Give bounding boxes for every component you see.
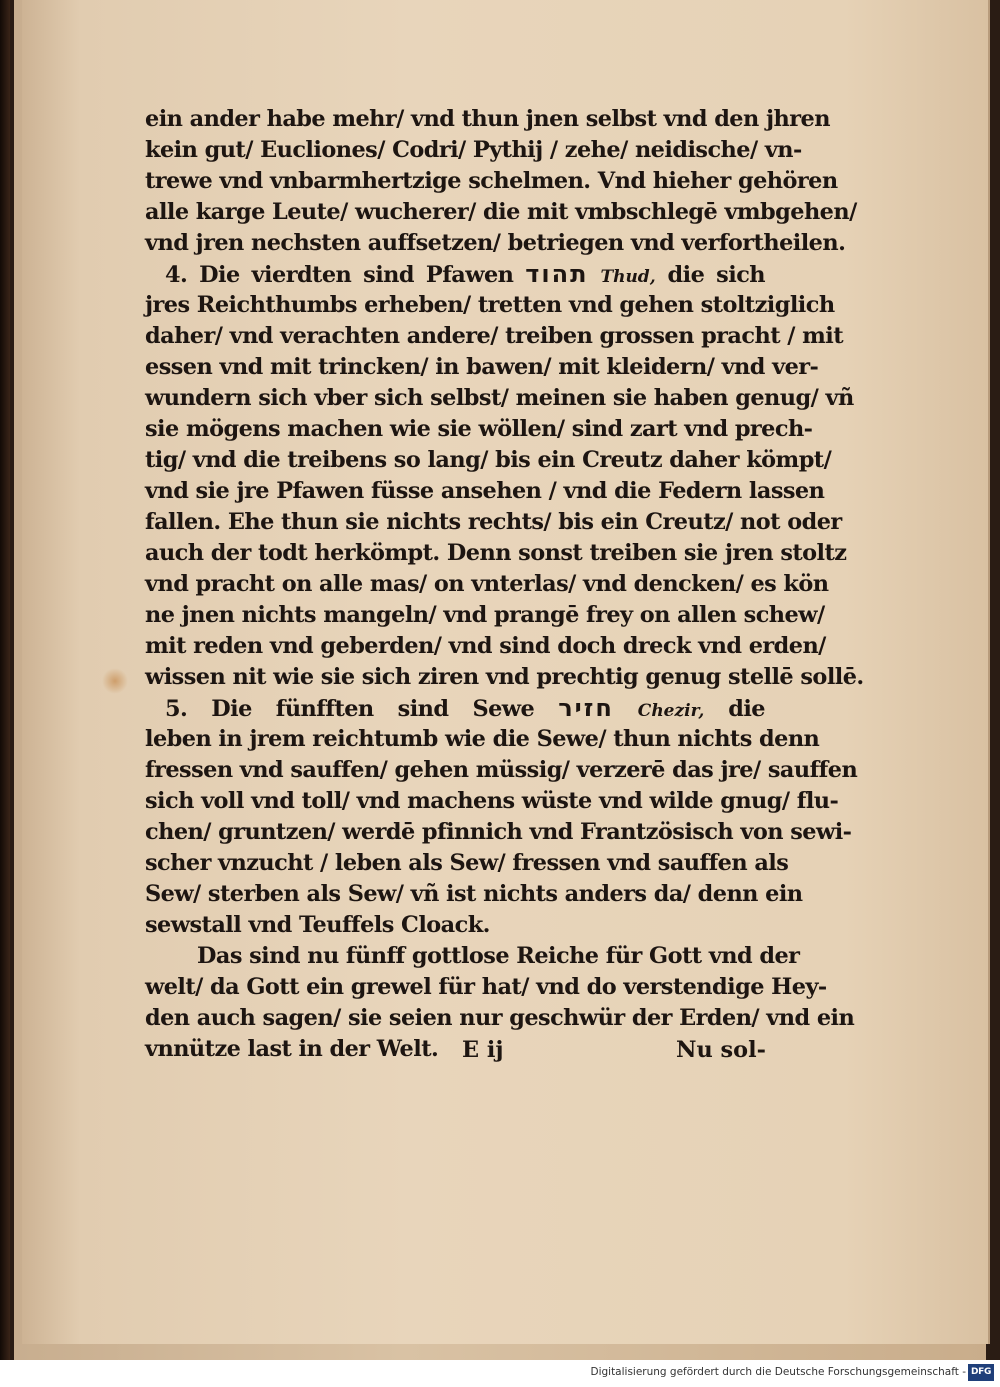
text-line: mit reden vnd geberden/ vnd sind doch dreck vnd erden/ <box>145 633 826 659</box>
text-line: auch der todt herkömpt. Denn sonst treiben sie jren stoltz <box>145 540 847 566</box>
footer-bar <box>0 1360 1000 1387</box>
text-line: fressen vnd sauffen/ gehen müssig/ verzerē das jre/ sauffen <box>145 757 858 783</box>
text-line: alle karge Leute/ wucherer/ die mit vmbschlegē vmbgehen/ <box>145 199 857 225</box>
text-line: welt/ da Gott ein grewel für hat/ vnd do verstendige Hey- <box>145 974 827 1000</box>
dfg-logo-icon: DFG <box>968 1364 994 1381</box>
text-line: wissen nit wie sie sich ziren vnd prechtig genug stellē sollē. <box>145 664 864 690</box>
text-line: sich voll vnd toll/ vnd machens wüste vnd wilde gnug/ flu- <box>145 788 839 814</box>
transliteration-thud: Thud, <box>600 267 656 287</box>
paper-leaf <box>22 0 990 1344</box>
hebrew-word-thud: תהוד <box>525 260 589 288</box>
point-4-tail: die sich <box>667 262 766 288</box>
point-5-lead: 5. Die fünfften sind Sewe <box>165 696 535 722</box>
text-line: sie mögens machen wie sie wöllen/ sind zart vnd prech- <box>145 416 813 442</box>
text-line: ein ander habe mehr/ vnd thun jnen selbst vnd den jhren <box>145 106 830 132</box>
book-board-edge <box>0 0 10 1360</box>
text-line: scher vnzucht / leben als Sew/ fressen vnd sauffen als <box>145 850 789 876</box>
text-line: vnd sie jre Pfawen füsse ansehen / vnd die Federn lassen <box>145 478 825 504</box>
catchword: Nu sol- <box>676 1037 766 1063</box>
signature-mark: E ij <box>462 1037 504 1063</box>
point-5-tail: die <box>728 696 766 722</box>
text-line: vnd pracht on alle mas/ on vnterlas/ vnd dencken/ es kön <box>145 571 829 597</box>
text-line: trewe vnd vnbarmhertzige schelmen. Vnd hieher gehören <box>145 168 838 194</box>
body-text <box>145 104 864 1065</box>
text-line: sewstall vnd Teuffels Cloack. <box>145 912 490 938</box>
text-line: tig/ vnd die treibens so lang/ bis ein Creutz daher kömpt/ <box>145 447 832 473</box>
text-line: vnd jren nechsten auffsetzen/ betriegen vnd verfortheilen. <box>145 230 846 256</box>
text-line-point-5 <box>145 693 765 724</box>
hebrew-word-chezir: חזיר <box>558 694 614 722</box>
foxing-stain <box>102 668 128 694</box>
text-line-point-4 <box>145 259 765 290</box>
text-line: essen vnd mit trincken/ in bawen/ mit kleidern/ vnd ver- <box>145 354 819 380</box>
closing-first: Das sind nu fünff gottlose Reiche für Gott vnd der <box>197 943 800 969</box>
text-line: chen/ gruntzen/ werdē pfinnich vnd Frantzösisch von sewi- <box>145 819 852 845</box>
text-line: wundern sich vber sich selbst/ meinen sie haben genug/ vñ <box>145 385 854 411</box>
text-line: den auch sagen/ sie seien nur geschwür der Erden/ vnd ein <box>145 1005 855 1031</box>
text-line: kein gut/ Eucliones/ Codri/ Pythij / zehe/ neidische/ vn- <box>145 137 802 163</box>
text-line: ne jnen nichts mangeln/ vnd prangē frey on allen schew/ <box>145 602 825 628</box>
transliteration-chezir: Chezir, <box>637 701 705 721</box>
text-line: leben in jrem reichtumb wie die Sewe/ thun nichts denn <box>145 726 820 752</box>
text-line: vnnütze last in der Welt. <box>145 1036 439 1062</box>
funding-credit: Digitalisierung gefördert durch die Deutsche Forschungsgemeinschaft - <box>590 1366 966 1378</box>
text-line: fallen. Ehe thun sie nichts rechts/ bis ein Creutz/ not oder <box>145 509 842 535</box>
text-line: Sew/ sterben als Sew/ vñ ist nichts anders da/ denn ein <box>145 881 803 907</box>
text-line: daher/ vnd verachten andere/ treiben grossen pracht / mit <box>145 323 843 349</box>
point-4-lead: 4. Die vierdten sind Pfawen <box>165 262 514 288</box>
text-line: jres Reichthumbs erheben/ tretten vnd gehen stoltziglich <box>145 292 835 318</box>
text-line-closing <box>145 941 800 972</box>
page-stack-edge <box>14 0 986 1360</box>
